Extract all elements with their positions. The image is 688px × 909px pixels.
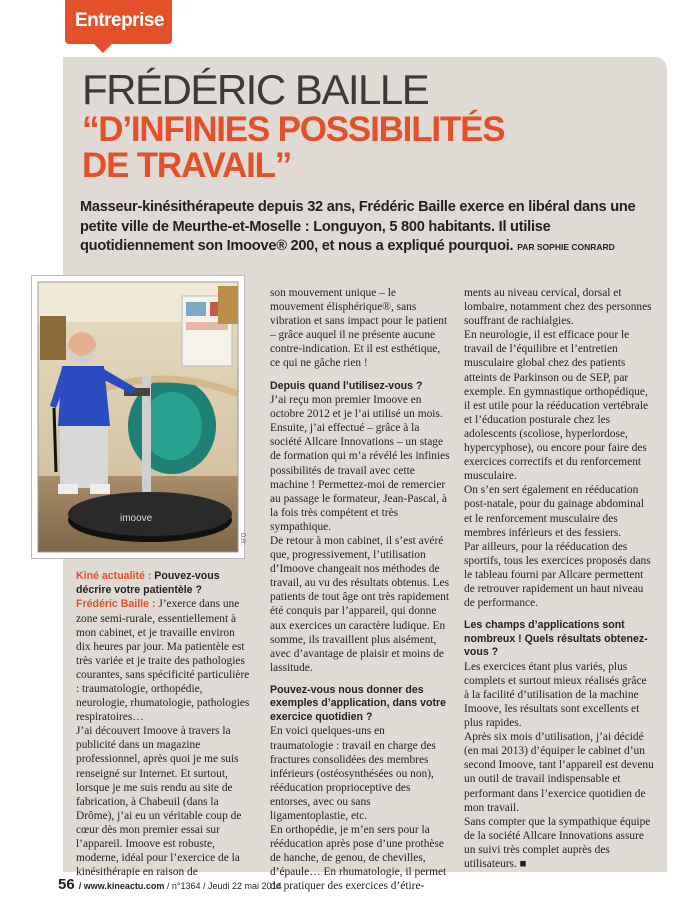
photo-illustration [32,276,244,558]
paragraph: Sans compter que la sympathique équipe de la société Allcare Innovations assure un suivi très complet auprès des utilisateurs. ■ [464,815,651,870]
paragraph: De retour à mon cabinet, il s’est avéré que, progressivement, l’utilisation d’Imoove changeait nos méthodes de travail, au vu des résultats obtenus. Les patients de tout âge ont très rapidement été conquis par l’appareil, qui donne aux exercices un caractère ludique. En somme, ils travaillent plus aisément, avec d’avantage de plaisir et moins de lassitude. [270,535,450,674]
paragraph: ments au niveau cervical, dorsal et lombaire, notamment chez des personnes souffrant de rachialgies. [464,287,652,328]
interviewer-label: Kiné actualité : [76,570,152,582]
answer-1 [76,597,251,724]
question-1 [76,570,251,597]
photo-credit: D.R. [239,533,245,545]
page-footer [58,876,282,893]
paragraph: En neurologie, il est efficace pour le travail de l’équilibre et l’entretien musculaire global chez des patients atteints de Parkinson ou de SEP, par exemple. En gymnastique orthopédique, il est utile pour la rééducation vertébrale et l’éducation posturale chez les adolescents (scoliose, hyperlordose, hypercyphose), ou encore pour faire des exercices correctifs et du renforcement musculaire. [464,329,649,483]
column-3 [464,286,654,871]
question-2: Depuis quand l’utilisez-vous ? [270,379,423,392]
paragraph: On s’en sert également en rééducation post-natale, pour du gainage abdominal et le renforcement musculaire des membres inférieurs et des fessiers. [464,484,644,539]
article-photo [32,276,244,558]
speaker-label: Frédéric Baille : [76,598,156,610]
footer-issue: / n°1364 / Jeudi 22 mai 2014 [164,881,282,891]
paragraph: J’ai découvert Imoove à travers la publicité dans un magazine professionnel, après quoi je me suis renseigné sur Internet. Et surtout, lorsque je me suis rendu au site de fabrication, à Chabeuil (dans la Drôme), j’ai eu un véritable coup de cœur dès mon premier essai sur l’appareil. Imoove est robuste, moderne, idéal pour l’exercice de la kinésithérapie en raison de [76,725,242,879]
section-label: Entreprise [75,10,164,31]
section-tab-notch [94,44,112,53]
paragraph: son mouvement unique – le mouvement élisphérique®, sans vibration et sans impact pour le patient – grâce auquel il ne présente aucune contre-indication. Et il est esthétique, ce qui ne gâche rien ! [270,287,448,370]
question-4: Les champs d’applications sont nombreux ! Quels résultats obtenez-vous ? [464,619,648,659]
article-title-quote [82,112,504,184]
article-intro [80,198,655,258]
paragraph: En voici quelques-uns en traumatologie : travail en charge des fractures consolidées des membres inférieurs (ostéosynthésées ou non), rééducation proprioceptive des entorses, avec ou sans ligamentoplastie, etc. [270,725,436,822]
paragraph: Après six mois d’utilisation, j’ai décidé (en mai 2013) d’équiper le cabinet d’un second Imoove, tant l’appareil est devenu un outil de travail indispensable et performant dans l’exercice quotidien de mon travail. [464,731,654,814]
intro-text: Masseur-kinésithérapeute depuis 32 ans, Frédéric Baille exerce en libéral dans une petite ville de Meurthe-et-Moselle : Longuyon, 5 800 habitants. Il utilise quotidiennement son Imoove® 200, et nous a expliqué pourquoi. [80,199,636,254]
section-tab [65,0,172,44]
machine-brand-text: imoove [120,513,153,524]
quote-line-2: DE TRAVAIL” [82,146,292,185]
paragraph: En orthopédie, je m’en sers pour la rééducation après pose d’une prothèse de hanche, de genou, de chevilles, d’épaule… En rhumatologie, il permet de pratiquer des exercices d’étire- [270,824,447,893]
quote-line-1: “D’INFINIES POSSIBILITÉS [82,110,505,149]
footer-site: / www.kineactu.com [78,881,165,891]
column-1 [76,570,251,879]
byline: PAR SOPHIE CONRARD [517,242,615,252]
answer-1-text: J’exerce dans une zone semi-rurale, essentiellement à mon cabinet, et je travaille environ dix heures par jour. Ma patientèle est très variée et je traite des pathologies courantes, sans spécificité particulière : traumatologie, orthopédie, neurologie, rhumatologie, pathologies respiratoires… [76,598,250,724]
paragraph: Par ailleurs, pour la rééducation des sportifs, tous les exercices proposés dans le tableau fourni par Allcare permettent de retrouver rapidement un haut niveau de performance. [464,540,651,610]
question-3: Pouvez-vous nous donner des exemples d’application, dans votre exercice quotidien ? [270,683,447,723]
paragraph: J’ai reçu mon premier Imoove en octobre 2012 et je l’ai utilisé un mois. Ensuite, j’ai effectué – grâce à la société Allcare Innovations – un stage de formation qui m’a révélé les infinies possibilités de travail avec cette machine ! Permettez-moi de remercier au passage le formateur, Jean-Pascal, à la fois très compétent et très sympathique. [270,394,450,533]
column-2 [270,286,450,894]
question-1-text: Pouvez-vous décrire votre patientèle ? [76,570,220,596]
article-title-name: FRÉDÉRIC BAILLE [82,66,429,113]
page-number: 56 [58,876,75,893]
paragraph: Les exercices étant plus variés, plus complets et surtout mieux réalisés grâce à la facilité d’utilisation de la machine Imoove, les résultats sont excellents et plus rapides. [464,660,647,730]
